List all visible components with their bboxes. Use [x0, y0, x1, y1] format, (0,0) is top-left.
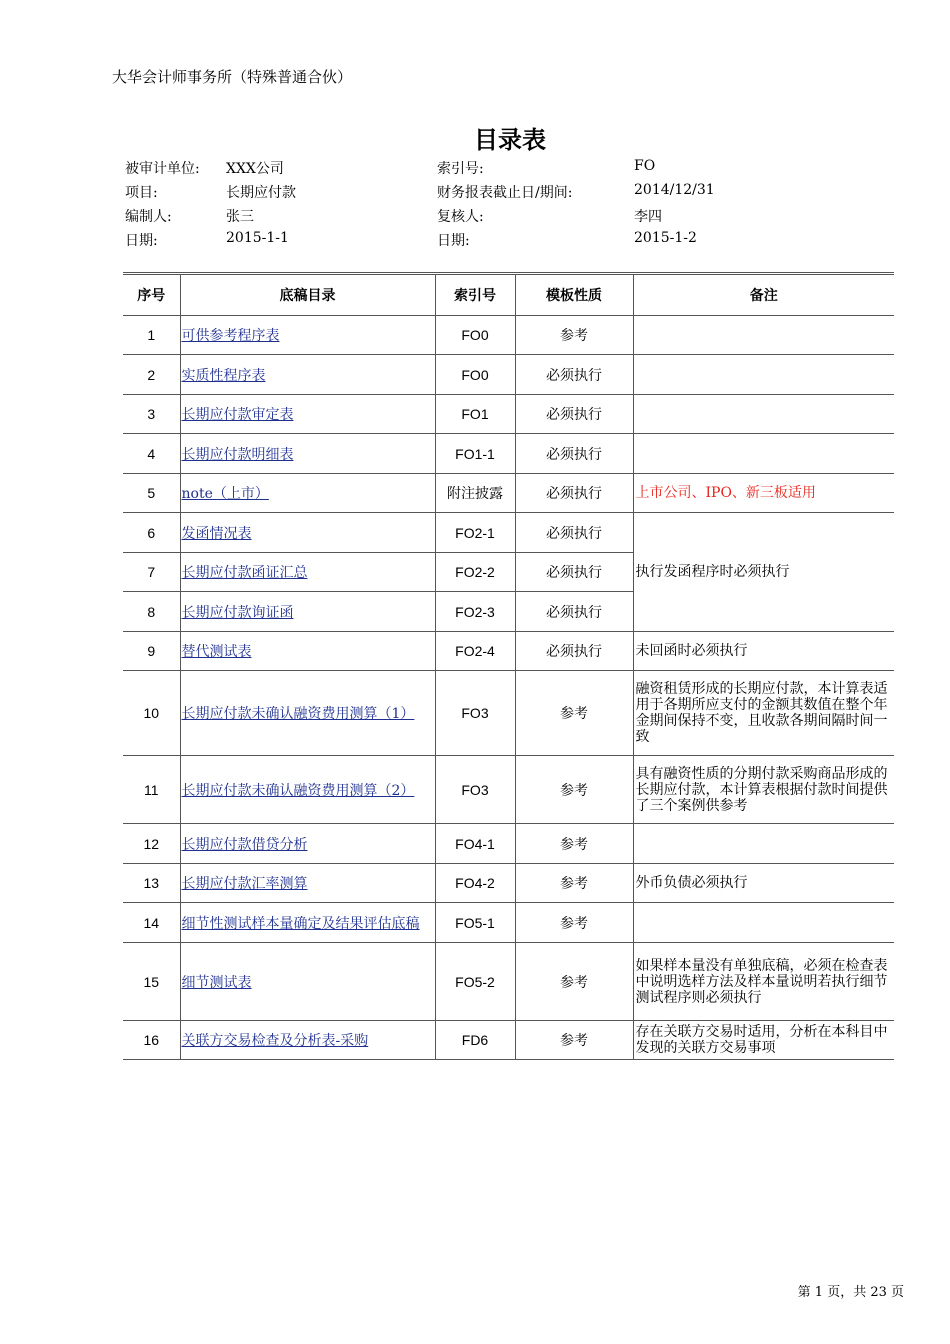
project-value: 长期应付款 [226, 185, 296, 201]
row-number: 10 [123, 671, 180, 756]
row-type: 必须执行 [515, 632, 633, 671]
row-index: FO0 [435, 355, 515, 395]
row-note: 未回函时必须执行 [633, 632, 894, 671]
row-number: 13 [123, 864, 180, 903]
row-index: FO4-1 [435, 824, 515, 864]
row-note [633, 316, 894, 355]
row-type: 必须执行 [515, 355, 633, 395]
row-number: 2 [123, 355, 180, 395]
table-row [123, 671, 894, 756]
review-date-value: 2015-1-2 [634, 230, 697, 246]
row-index: FO5-1 [435, 903, 515, 943]
row-index: FO3 [435, 756, 515, 824]
row-number: 5 [123, 474, 180, 513]
row-note [633, 824, 894, 864]
row-note: 具有融资性质的分期付款采购商品形成的长期应付款，本计算表根据付款时间提供了三个案例供参考 [633, 756, 894, 824]
row-note [633, 903, 894, 943]
reviewer-value: 李四 [634, 209, 662, 225]
preparer-value: 张三 [226, 209, 254, 225]
table-row [123, 513, 894, 553]
workpaper-link[interactable]: 关联方交易检查及分析表-采购 [181, 1033, 369, 1049]
row-number: 7 [123, 553, 180, 592]
row-note: 存在关联方交易时适用，分析在本科目中发现的关联方交易事项 [633, 1021, 894, 1060]
row-note [633, 395, 894, 434]
row-number: 9 [123, 632, 180, 671]
row-index: FO0 [435, 316, 515, 355]
row-note [633, 355, 894, 395]
row-note: 如果样本量没有单独底稿，必须在检查表中说明选样方法及样本量说明若执行细节测试程序则必须执行 [633, 943, 894, 1021]
workpaper-link[interactable]: 实质性程序表 [181, 367, 266, 384]
date-value: 2015-1-1 [226, 230, 289, 246]
table-header-row [123, 274, 894, 316]
table-row [123, 756, 894, 824]
row-type: 参考 [515, 903, 633, 943]
row-number: 15 [123, 943, 180, 1021]
row-number: 14 [123, 903, 180, 943]
table-row [123, 355, 894, 395]
row-type: 必须执行 [515, 395, 633, 434]
row-index: FO2-2 [435, 553, 515, 592]
row-type: 必须执行 [515, 434, 633, 474]
row-index: FD6 [435, 1021, 515, 1060]
table-row [123, 1021, 894, 1060]
row-number: 11 [123, 756, 180, 824]
workpaper-link[interactable]: 细节测试表 [181, 974, 252, 991]
row-number: 8 [123, 592, 180, 632]
table-row [123, 903, 894, 943]
row-note: 执行发函程序时必须执行 [633, 513, 894, 632]
table-row [123, 824, 894, 864]
workpaper-link[interactable]: 长期应付款未确认融资费用测算（2） [181, 782, 415, 799]
row-number: 12 [123, 824, 180, 864]
auditee-value: XXX公司 [226, 161, 284, 177]
workpaper-link[interactable]: 长期应付款未确认融资费用测算（1） [181, 706, 415, 722]
table-row [123, 316, 894, 355]
col-header-index: 索引号 [435, 274, 515, 316]
row-type: 参考 [515, 1021, 633, 1060]
table-row [123, 395, 894, 434]
row-type: 必须执行 [515, 592, 633, 632]
row-index: 附注披露 [435, 474, 515, 513]
row-number: 1 [123, 316, 180, 355]
workpaper-link[interactable]: 长期应付款审定表 [181, 407, 294, 423]
row-number: 6 [123, 513, 180, 553]
table-row [123, 943, 894, 1021]
workpaper-link[interactable]: 发函情况表 [181, 525, 252, 542]
index-label: 索引号: [437, 161, 484, 177]
row-type: 参考 [515, 824, 633, 864]
row-note: 上市公司、IPO、新三板适用 [633, 474, 894, 513]
row-index: FO2-3 [435, 592, 515, 632]
col-header-name: 底稿目录 [180, 274, 435, 316]
workpaper-link[interactable]: 替代测试表 [181, 644, 252, 660]
row-type: 参考 [515, 756, 633, 824]
row-type: 必须执行 [515, 474, 633, 513]
row-index: FO2-4 [435, 632, 515, 671]
row-index: FO5-2 [435, 943, 515, 1021]
row-type: 参考 [515, 316, 633, 355]
row-type: 参考 [515, 671, 633, 756]
period-label: 财务报表截止日/期间: [437, 185, 573, 201]
row-index: FO2-1 [435, 513, 515, 553]
page-title: 目录表 [474, 126, 546, 154]
workpaper-link[interactable]: 长期应付款函证汇总 [181, 565, 308, 581]
col-header-type: 模板性质 [515, 274, 633, 316]
row-note: 融资租赁形成的长期应付款，本计算表适用于各期所应支付的金额其数值在整个年金期间保持不变，且收款各期间隔时间一致 [633, 671, 894, 756]
row-number: 3 [123, 395, 180, 434]
date-label: 日期: [125, 233, 158, 249]
table-row [123, 864, 894, 903]
table-row [123, 434, 894, 474]
preparer-label: 编制人: [125, 209, 172, 225]
index-value: FO [634, 158, 656, 174]
workpaper-link[interactable]: 长期应付款明细表 [181, 446, 294, 463]
table-row [123, 474, 894, 513]
page-indicator: 第 1 页，共 23 页 [797, 1285, 904, 1300]
table-row [123, 632, 894, 671]
row-number: 16 [123, 1021, 180, 1060]
reviewer-label: 复核人: [437, 209, 484, 225]
workpaper-link[interactable]: 可供参考程序表 [181, 328, 280, 344]
catalog-table [123, 272, 894, 1060]
row-type: 参考 [515, 943, 633, 1021]
row-number: 4 [123, 434, 180, 474]
row-note: 外币负债必须执行 [633, 864, 894, 903]
col-header-note: 备注 [633, 274, 894, 316]
row-note [633, 434, 894, 474]
workpaper-link[interactable]: 长期应付款汇率测算 [181, 876, 308, 892]
row-index: FO1 [435, 395, 515, 434]
workpaper-link[interactable]: 长期应付款借贷分析 [181, 836, 308, 853]
row-type: 必须执行 [515, 513, 633, 553]
row-index: FO4-2 [435, 864, 515, 903]
row-index: FO3 [435, 671, 515, 756]
project-label: 项目: [125, 185, 158, 201]
firm-name: 大华会计师事务所（特殊普通合伙） [112, 68, 353, 86]
workpaper-link[interactable]: note（上市） [181, 486, 269, 502]
row-type: 必须执行 [515, 553, 633, 592]
col-header-no: 序号 [123, 274, 180, 316]
review-date-label: 日期: [437, 233, 470, 249]
auditee-label: 被审计单位: [125, 161, 200, 177]
period-value: 2014/12/31 [634, 182, 715, 198]
row-index: FO1-1 [435, 434, 515, 474]
workpaper-link[interactable]: 细节性测试样本量确定及结果评估底稿 [181, 915, 420, 932]
row-type: 参考 [515, 864, 633, 903]
workpaper-link[interactable]: 长期应付款询证函 [181, 604, 294, 621]
